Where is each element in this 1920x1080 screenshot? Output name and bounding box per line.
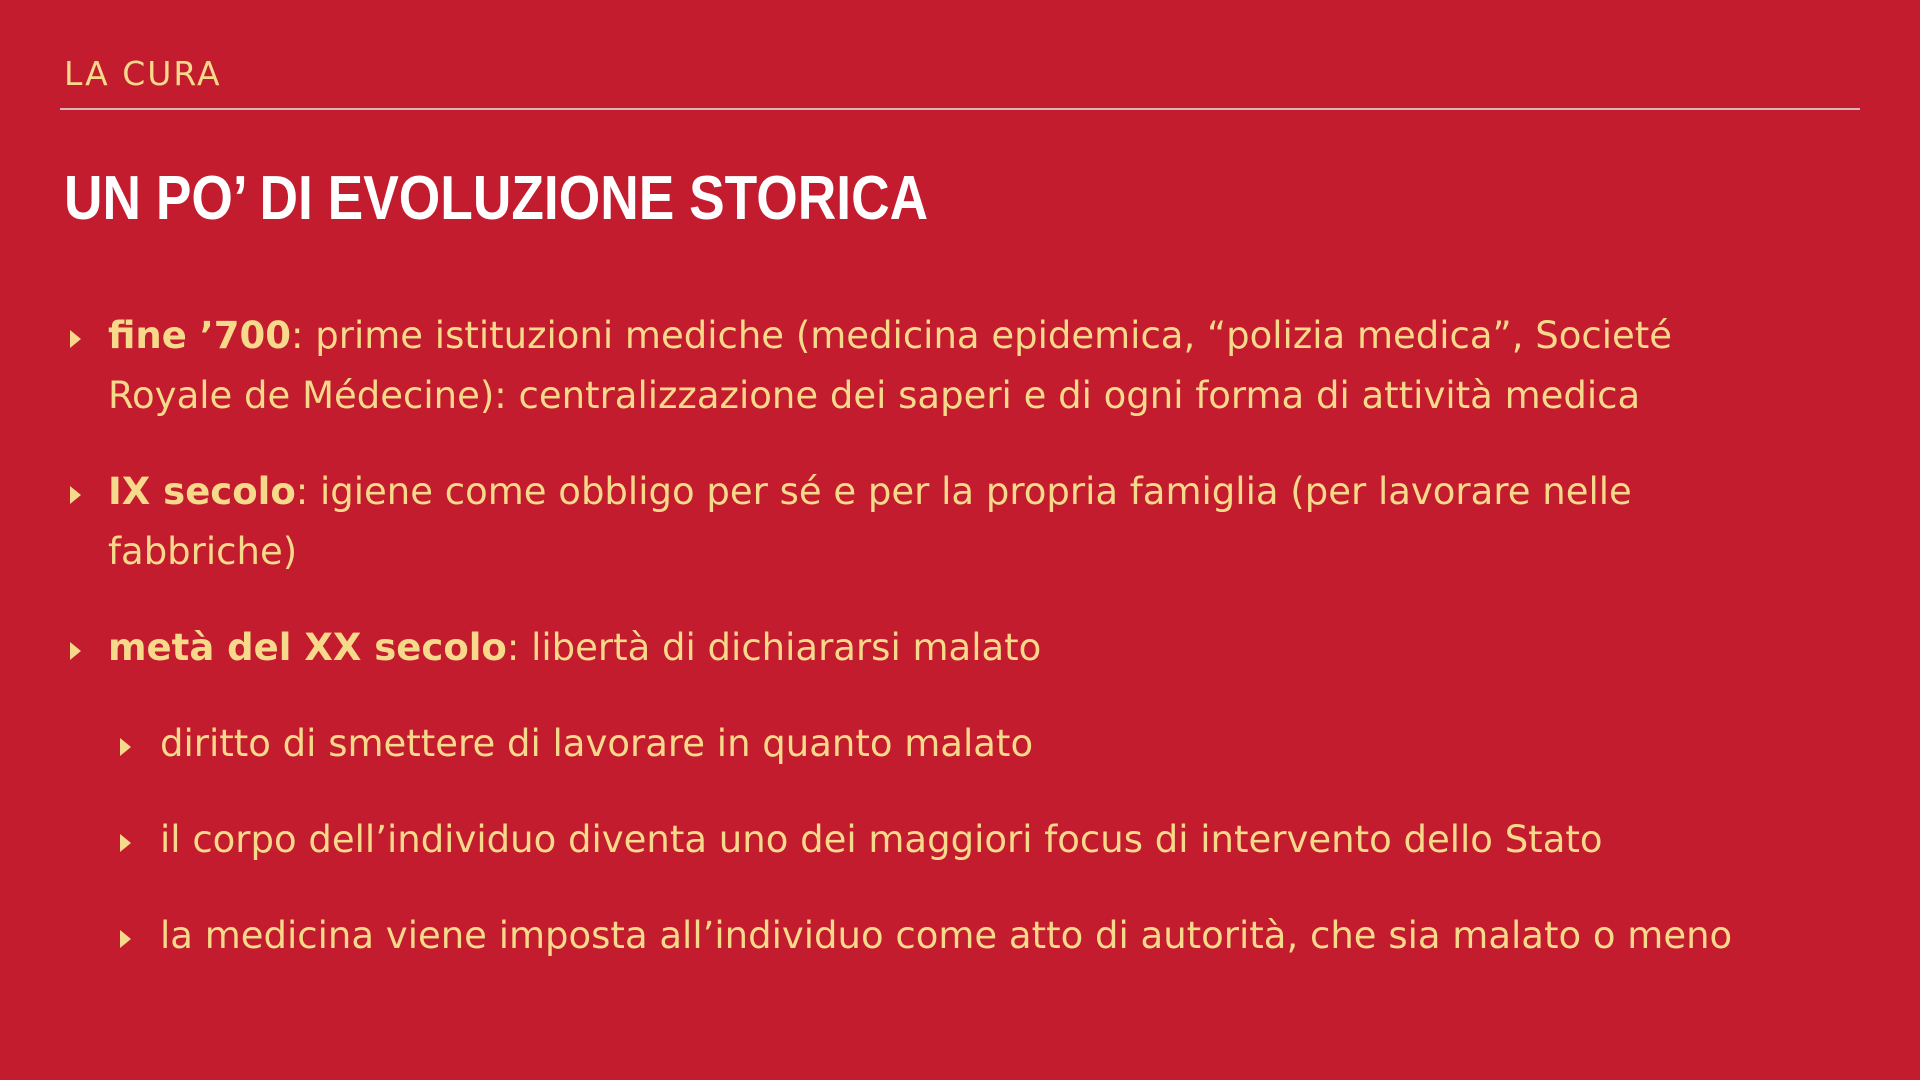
bullet-text: : prime istituzioni mediche (medicina epidemica, “polizia medica”, Societé Royale de Médecine): centralizzazione dei saperi e di ogni forma di attività medica [108, 314, 1673, 417]
bullet-text: : igiene come obbligo per sé e per la propria famiglia (per lavorare nelle fabbriche) [108, 470, 1632, 573]
triangle-right-icon [120, 834, 131, 852]
slide-title: UN PO’ DI EVOLUZIONE STORICA [64, 164, 929, 233]
bullet-term: fine ’700 [108, 314, 292, 357]
sub-bullet-item [0, 906, 1880, 966]
bullet-item [0, 306, 1808, 426]
bullet-item [0, 462, 1808, 582]
bullet-term: metà del XX secolo [108, 626, 507, 669]
sub-bullet-text: il corpo dell’individuo diventa uno dei maggiori focus di intervento dello Stato [160, 818, 1603, 861]
bullet-term: IX secolo [108, 470, 296, 513]
triangle-right-icon [70, 642, 81, 660]
triangle-right-icon [70, 330, 81, 348]
bullet-item [0, 618, 1808, 678]
sub-bullet-text: la medicina viene imposta all’individuo come atto di autorità, che sia malato o meno [160, 914, 1733, 957]
sub-bullet-text: diritto di smettere di lavorare in quanto malato [160, 722, 1034, 765]
triangle-right-icon [70, 486, 81, 504]
triangle-right-icon [120, 738, 131, 756]
triangle-right-icon [120, 930, 131, 948]
section-label: LA CURA [64, 54, 222, 93]
bullet-list [0, 306, 1920, 1002]
sub-bullet-item [0, 714, 1880, 774]
header-divider [60, 108, 1860, 110]
bullet-text: : libertà di dichiararsi malato [506, 626, 1042, 669]
sub-bullet-item [0, 810, 1880, 870]
